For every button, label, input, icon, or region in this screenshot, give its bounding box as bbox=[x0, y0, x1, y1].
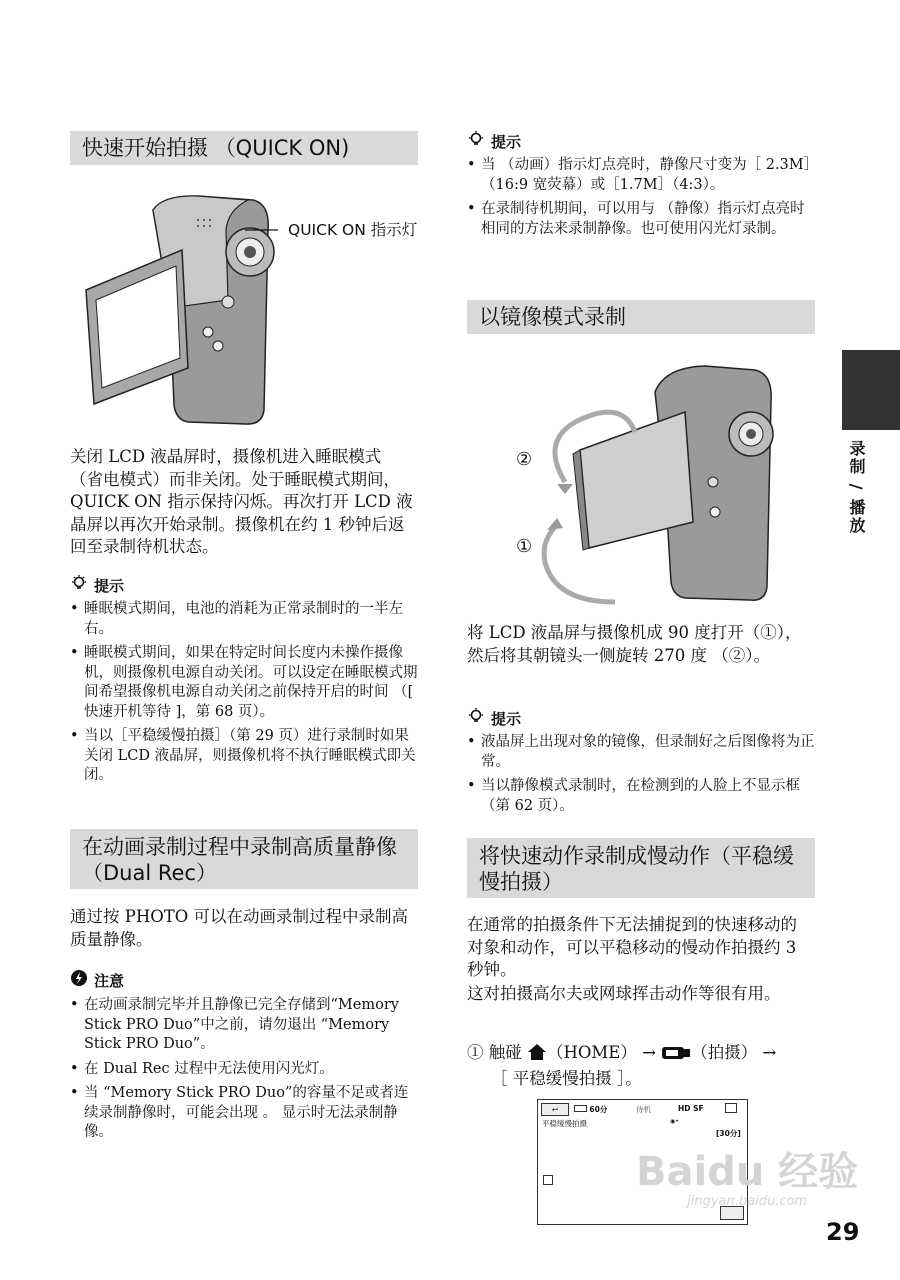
list-item: • 当 “Memory Stick PRO Duo”的容量不足或者连续录制静像时，可能会出现 。 显示时无法录制静像。 bbox=[70, 1084, 420, 1143]
lightbulb-icon bbox=[70, 574, 88, 596]
tip-heading-1: 提示 bbox=[70, 574, 124, 596]
section-heading-smooth-slow: 将快速动作录制成慢动作（平稳缓慢拍摄） bbox=[467, 838, 815, 898]
list-item: • 在录制待机期间，可以用与 （静像）指示灯点亮时相同的方法来录制静像。也可使用闪光灯录制。 bbox=[467, 200, 817, 239]
section-heading-mirror-mode: 以镜像模式录制 bbox=[467, 300, 815, 334]
chapter-label: 录制 / 播放 bbox=[847, 440, 866, 535]
home-icon bbox=[527, 1043, 547, 1068]
tips-list-1 bbox=[70, 600, 420, 791]
note-heading: 注意 bbox=[70, 969, 124, 991]
lightbulb-icon bbox=[467, 707, 485, 729]
baidu-watermark: Baidu 经验 jingyan.baidu.com bbox=[636, 1149, 859, 1209]
list-item: • 液晶屏上出现对象的镜像，但录制好之后图像将为正常。 bbox=[467, 733, 817, 772]
back-button[interactable] bbox=[541, 1103, 569, 1116]
label-step-2: ② bbox=[516, 449, 533, 470]
tips-list-mirror bbox=[467, 733, 817, 821]
dual-rec-body: 通过按 PHOTO 可以在动画录制过程中录制高质量静像。 bbox=[70, 907, 409, 949]
quick-on-callout: QUICK ON 指示灯 bbox=[288, 221, 418, 239]
mirror-mode-body: 将 LCD 液晶屏与摄像机成 90 度打开（①），然后将其朝镜头一侧旋转 270 度 （②）。 bbox=[467, 623, 802, 665]
camcorder-quick-on-illustration bbox=[78, 190, 278, 430]
list-item: • 在 Dual Rec 过程中无法使用闪光灯。 bbox=[70, 1060, 420, 1080]
battery-icon bbox=[574, 1105, 587, 1112]
caution-icon bbox=[70, 969, 88, 991]
shoot-label: （拍摄） bbox=[691, 1043, 758, 1062]
battery-indicator: 60分 bbox=[574, 1104, 607, 1115]
home-label: （HOME） bbox=[547, 1043, 637, 1062]
chapter-tab bbox=[842, 350, 900, 430]
list-item: • 在动画录制完毕并且静像已完全存储到“Memory Stick PRO Duo”中之前，请勿退出 “Memory Stick PRO Duo”。 bbox=[70, 996, 420, 1055]
step-end: ［ 平稳缓慢拍摄 ］。 bbox=[491, 1068, 642, 1088]
list-item: • 睡眠模式期间，如果在特定时间长度内未操作摄像机，则摄像机电源自动关闭。可以设定在睡眠模式期间希望摄像机电源自动关闭之前保持开启的时间 （[ 快速开机等待 ]，第 68 页）。 bbox=[70, 644, 420, 722]
arrow-2: → bbox=[762, 1043, 777, 1062]
step-1-line bbox=[467, 1042, 812, 1090]
smooth-slow-body-2: 这对拍摄高尔夫或网球挥击动作等很有用。 bbox=[467, 984, 781, 1003]
face-icon bbox=[543, 1175, 553, 1185]
list-item: • 当 （动画）指示灯点亮时，静像尺寸变为［ 2.3M］（16:9 宽荧幕）或［1.7M］（4:3）。 bbox=[467, 156, 817, 195]
page-number: 29 bbox=[826, 1218, 860, 1246]
remaining-time: [30分] bbox=[716, 1129, 741, 1138]
media-icon bbox=[725, 1103, 737, 1113]
smooth-slow-body-1: 在通常的拍摄条件下无法捕捉到的快速移动的对象和动作，可以平稳移动的慢动作拍摄约 3 秒钟。 bbox=[467, 915, 797, 979]
section-heading-dual-rec: 在动画录制过程中录制高质量静像（Dual Rec） bbox=[70, 829, 418, 889]
quick-on-body: 关闭 LCD 液晶屏时，摄像机进入睡眠模式 （省电模式）而非关闭。处于睡眠模式期间，QUICK ON 指示保持闪烁。再次打开 LCD 液晶屏以再次开始录制。摄像机在约 1 秒钟后返回至录制待机状态。 bbox=[70, 447, 413, 556]
list-item: • 当以［平稳缓慢拍摄］（第 29 页）进行录制时如果关闭 LCD 液晶屏，则摄像机将不执行睡眠模式即关闭。 bbox=[70, 727, 420, 786]
section-heading-quick-on: 快速开始拍摄 （QUICK ON) bbox=[70, 131, 418, 165]
tip-heading-mirror: 提示 bbox=[467, 707, 521, 729]
quality-badge: HD SF bbox=[678, 1104, 704, 1113]
tip-heading-top: 提示 bbox=[467, 130, 521, 152]
tips-list-top bbox=[467, 156, 817, 244]
arrow-1: → bbox=[642, 1043, 656, 1062]
lightbulb-icon bbox=[467, 130, 485, 152]
mode-label: 平稳缓慢拍摄 bbox=[542, 1119, 587, 1128]
label-step-1: ① bbox=[516, 536, 533, 557]
camera-shoot-icon bbox=[661, 1045, 691, 1068]
notes-list bbox=[70, 996, 420, 1148]
return-icon: ↩ bbox=[551, 1105, 559, 1114]
step-touch-label: 触碰 bbox=[488, 1043, 522, 1062]
list-item: • 睡眠模式期间，电池的消耗为正常录制时的一半左右。 bbox=[70, 600, 420, 639]
step-number: ① bbox=[467, 1043, 484, 1062]
standby-status: 待机 bbox=[636, 1105, 651, 1114]
mic-icon: ◉• bbox=[670, 1118, 679, 1125]
list-item: • 当以静像模式录制时，在检测到的人脸上不显示框 （第 62 页）。 bbox=[467, 777, 817, 816]
mirror-mode-illustration bbox=[515, 362, 775, 612]
